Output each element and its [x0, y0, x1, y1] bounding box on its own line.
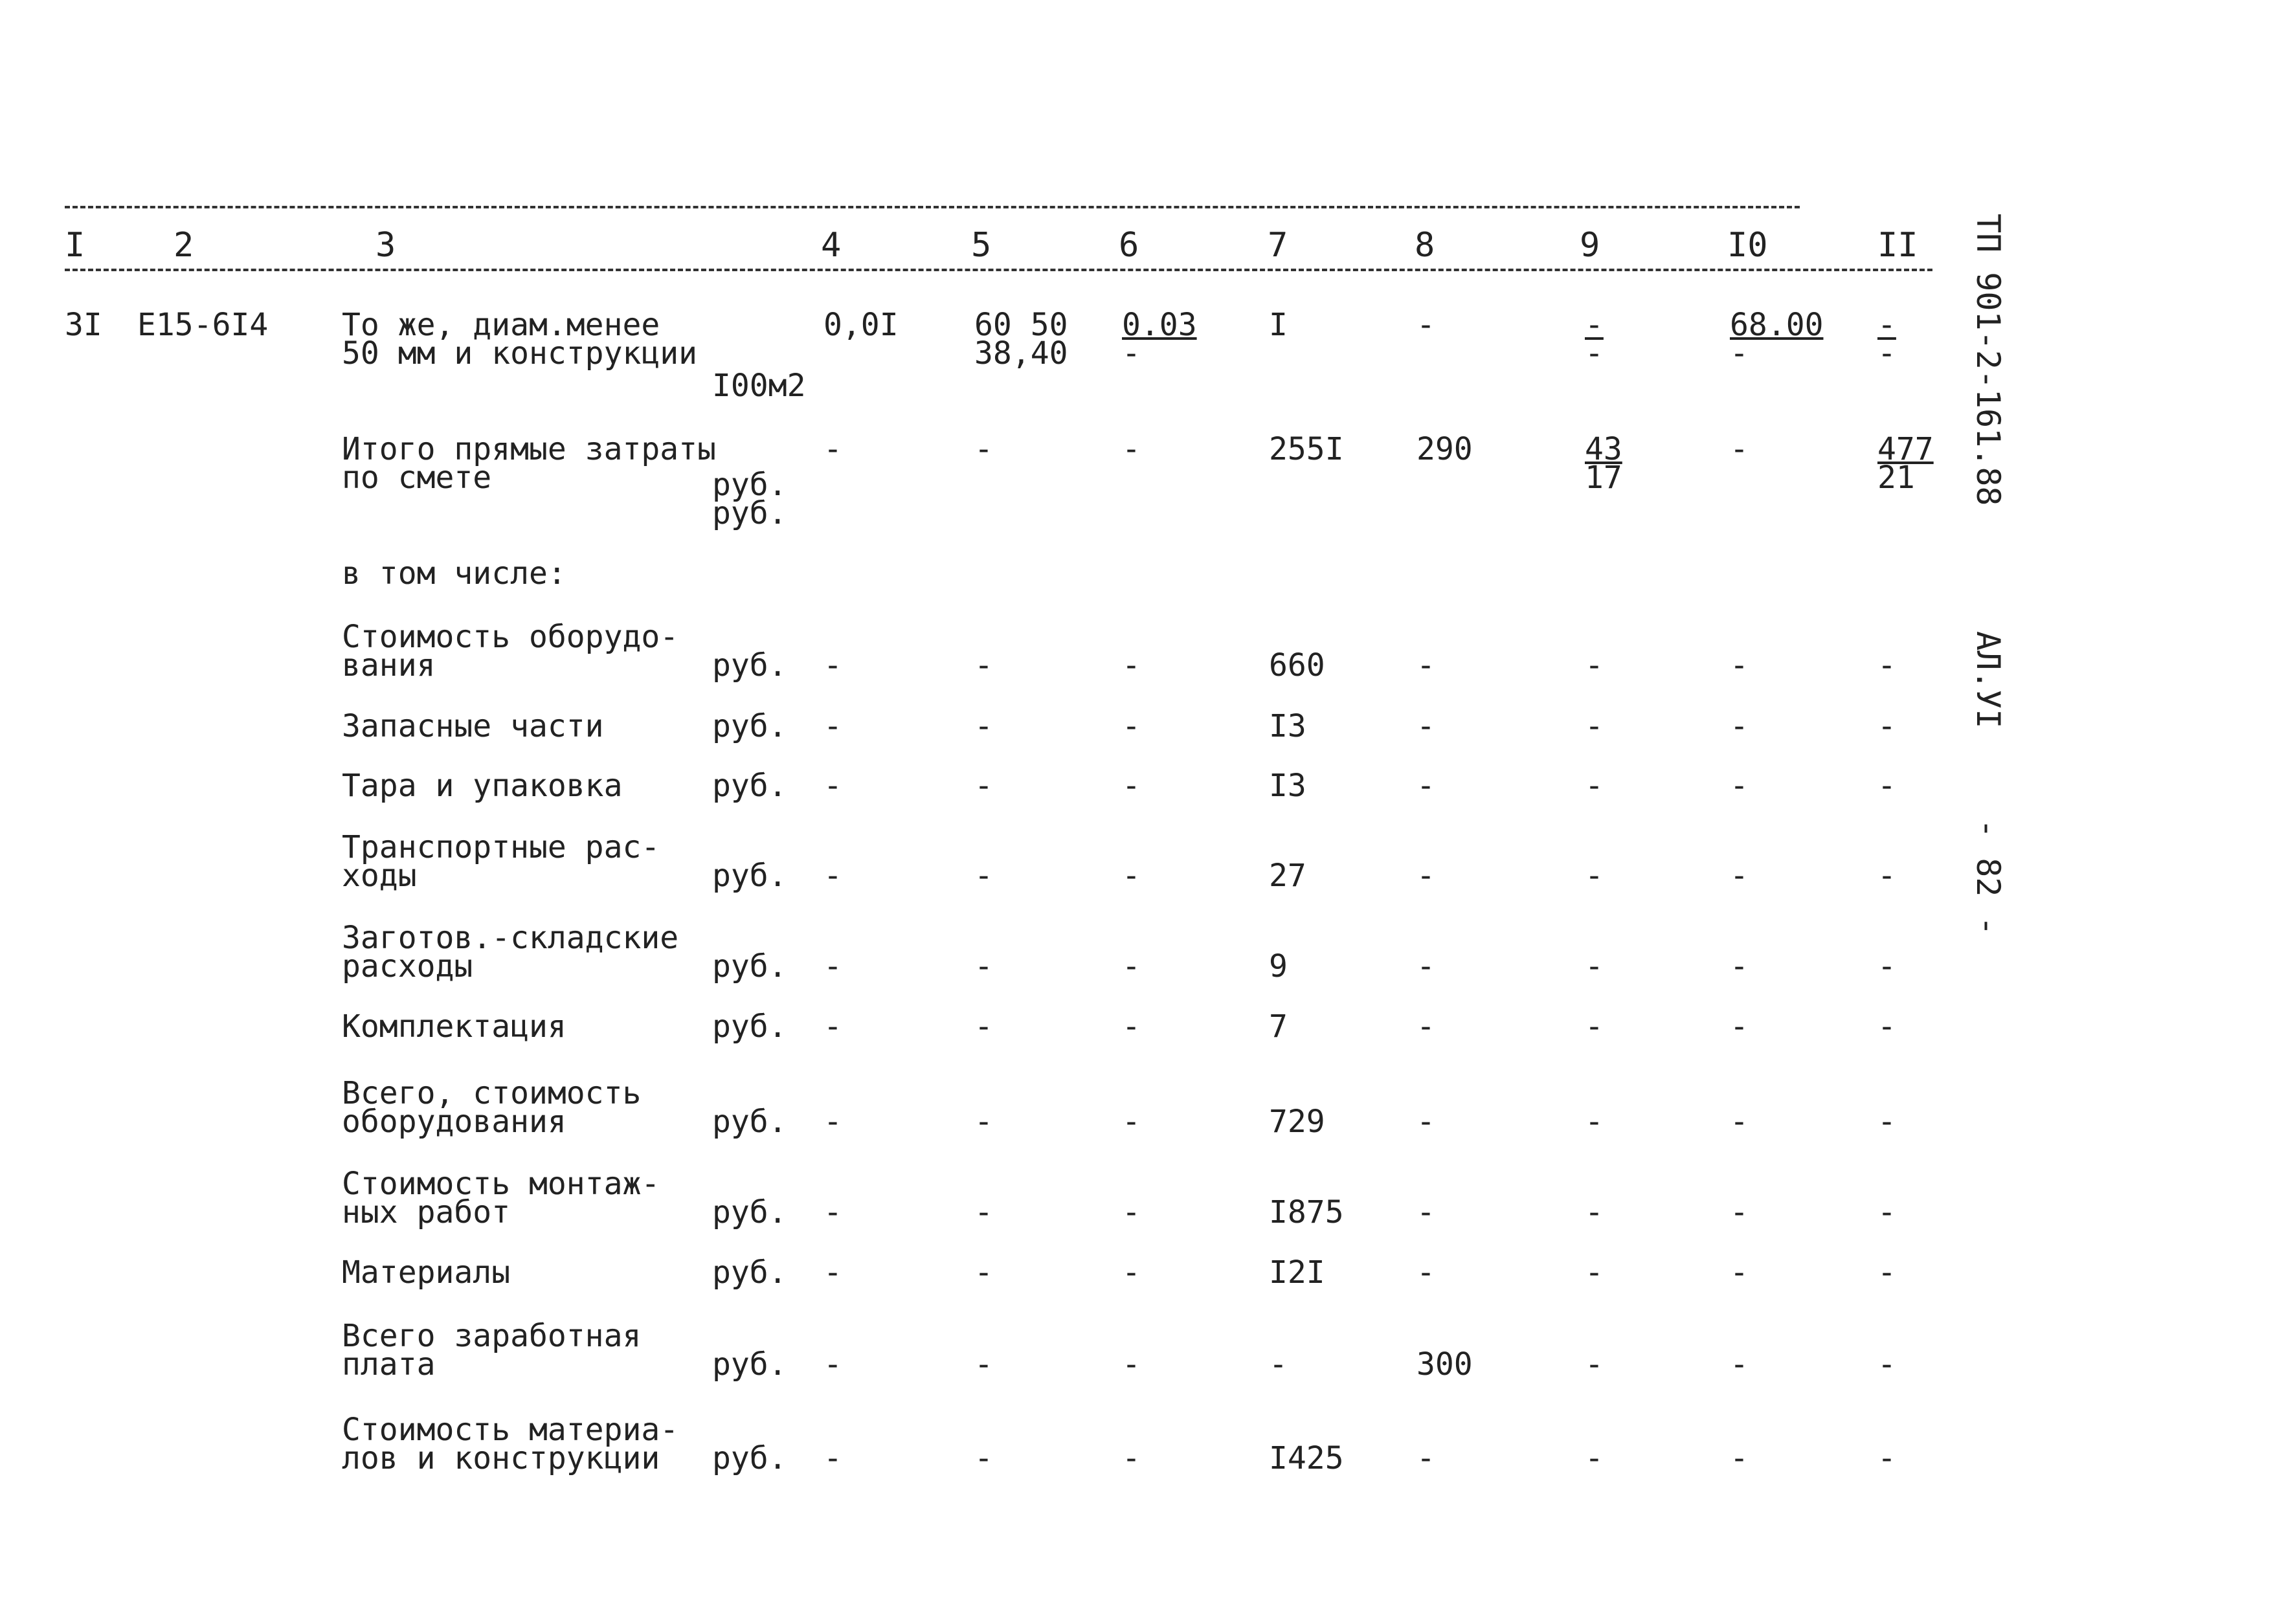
row-c8: -	[1416, 1008, 1435, 1045]
row-c9: -	[1585, 1254, 1604, 1291]
row-c4: -	[823, 768, 842, 804]
row-c6: -	[1122, 647, 1141, 684]
row-c10: -	[1730, 858, 1749, 894]
col-header-8: 8	[1415, 226, 1435, 265]
col-header-7: 7	[1268, 226, 1288, 265]
item-31-col5-a: 60 50	[974, 307, 1068, 343]
row-c7: 27	[1269, 858, 1306, 894]
row-c5: -	[974, 1254, 993, 1291]
row-desc-line1: Всего, стоимость	[342, 1075, 642, 1111]
header-rule	[65, 269, 1932, 271]
item-31-col9-b: -	[1585, 335, 1604, 372]
row-c11: -	[1877, 858, 1896, 894]
row-c5: -	[974, 768, 993, 804]
item-31-col5-b: 38,40	[974, 335, 1068, 372]
row-c11: -	[1877, 1346, 1896, 1383]
row-c8: -	[1416, 1194, 1435, 1230]
row-c9: -	[1585, 1346, 1604, 1383]
item-31-col10-b: -	[1730, 335, 1749, 372]
row-c9: -	[1585, 708, 1604, 744]
row-c9: -	[1585, 768, 1604, 804]
item-31-col11-b: -	[1877, 335, 1896, 372]
row-c6: -	[1122, 1440, 1141, 1476]
row-desc-line1: Стоимость оборудо-	[342, 619, 679, 655]
col-header-11: II	[1877, 226, 1918, 265]
row-c5: -	[974, 1440, 993, 1476]
row-c10: -	[1730, 1194, 1749, 1230]
row-c9: -	[1585, 948, 1604, 984]
row-c5: -	[974, 1194, 993, 1230]
row-c10: -	[1730, 1254, 1749, 1291]
row-c7: I425	[1269, 1440, 1344, 1476]
row-c9: -	[1585, 1104, 1604, 1140]
row-c4: -	[823, 1104, 842, 1140]
row-c6: -	[1122, 1346, 1141, 1383]
row-c11: -	[1877, 1254, 1896, 1291]
item-31-col7: I	[1269, 307, 1288, 343]
row-c11: -	[1877, 647, 1896, 684]
row-c7: I875	[1269, 1194, 1344, 1230]
item-31-col6-a: 0.03	[1122, 307, 1197, 343]
row-c6: -	[1122, 768, 1141, 804]
total-col6: -	[1122, 431, 1141, 467]
item-31-code: Е15-6I4	[137, 307, 269, 343]
row-c5: -	[974, 1346, 993, 1383]
row-unit: руб.	[712, 1440, 787, 1476]
row-c8: -	[1416, 1440, 1435, 1476]
row-desc-line1: Заготов.-складские	[342, 920, 679, 956]
row-c9: -	[1585, 1194, 1604, 1230]
row-unit: руб.	[712, 708, 787, 744]
total-col9-b: 17	[1585, 460, 1622, 496]
row-c11: -	[1877, 948, 1896, 984]
row-c5: -	[974, 948, 993, 984]
col-header-3: 3	[375, 226, 396, 265]
total-col10: -	[1730, 431, 1749, 467]
row-c9: -	[1585, 858, 1604, 894]
item-31-col11-a: -	[1877, 307, 1896, 343]
row-c5: -	[974, 708, 993, 744]
including-label: в том числе:	[342, 555, 566, 592]
row-c4: -	[823, 1254, 842, 1291]
row-c10: -	[1730, 1008, 1749, 1045]
col-header-6: 6	[1119, 226, 1139, 265]
row-c7: -	[1269, 1346, 1288, 1383]
row-c5: -	[974, 858, 993, 894]
row-desc-line2: ных работ	[342, 1194, 511, 1230]
row-unit: руб.	[712, 948, 787, 984]
row-c6: -	[1122, 1008, 1141, 1045]
row-desc-line1: Комплектация	[342, 1008, 566, 1045]
col-header-10: I0	[1727, 226, 1768, 265]
item-31-col8: -	[1416, 307, 1435, 343]
row-desc-line1: Материалы	[342, 1254, 511, 1291]
row-c8: -	[1416, 948, 1435, 984]
item-31-col10-a: 68.00	[1730, 307, 1824, 343]
row-c5: -	[974, 1008, 993, 1045]
row-c4: -	[823, 708, 842, 744]
row-c7: I3	[1269, 708, 1306, 744]
total-col9-a: 43	[1585, 431, 1622, 467]
row-c7: I2I	[1269, 1254, 1325, 1291]
row-c8: -	[1416, 768, 1435, 804]
row-c11: -	[1877, 1008, 1896, 1045]
row-desc-line1: Стоимость монтаж-	[342, 1166, 660, 1202]
total-col11-a: 477	[1877, 431, 1934, 467]
row-c8: 300	[1416, 1346, 1473, 1383]
row-c11: -	[1877, 1194, 1896, 1230]
side-page-number: - 82 -	[1969, 819, 2007, 936]
row-c7: 9	[1269, 948, 1288, 984]
row-c4: -	[823, 1440, 842, 1476]
row-unit: руб.	[712, 1194, 787, 1230]
row-desc-line1: Тара и упаковка	[342, 768, 623, 804]
total-unit-1: руб.	[712, 467, 787, 503]
item-31-desc-line1: То же, диам.менее	[342, 307, 660, 343]
total-col8: 290	[1416, 431, 1473, 467]
row-unit: руб.	[712, 1254, 787, 1291]
row-c6: -	[1122, 708, 1141, 744]
total-desc-line2: по смете	[342, 460, 492, 496]
row-desc-line2: оборудования	[342, 1104, 566, 1140]
row-c5: -	[974, 647, 993, 684]
row-desc-line2: расходы	[342, 948, 473, 984]
row-c5: -	[974, 1104, 993, 1140]
row-c7: 7	[1269, 1008, 1288, 1045]
row-c7: I3	[1269, 768, 1306, 804]
row-c10: -	[1730, 1440, 1749, 1476]
row-c10: -	[1730, 708, 1749, 744]
row-unit: руб.	[712, 768, 787, 804]
row-desc-line2: ходы	[342, 858, 417, 894]
row-c9: -	[1585, 647, 1604, 684]
row-unit: руб.	[712, 1008, 787, 1045]
row-c4: -	[823, 647, 842, 684]
row-c4: -	[823, 1346, 842, 1383]
item-31-col6-b: -	[1122, 335, 1141, 372]
total-col11-b: 21	[1877, 460, 1915, 496]
row-c11: -	[1877, 708, 1896, 744]
row-c10: -	[1730, 948, 1749, 984]
row-c10: -	[1730, 768, 1749, 804]
col-header-1: I	[65, 226, 85, 265]
row-c8: -	[1416, 1104, 1435, 1140]
total-col4: -	[823, 431, 842, 467]
item-31-number: 3I	[65, 307, 102, 343]
col-header-5: 5	[971, 226, 992, 265]
row-c7: 729	[1269, 1104, 1325, 1140]
row-c4: -	[823, 858, 842, 894]
row-c6: -	[1122, 948, 1141, 984]
row-unit: руб.	[712, 647, 787, 684]
row-c4: -	[823, 1008, 842, 1045]
row-c6: -	[1122, 1194, 1141, 1230]
row-c7: 660	[1269, 647, 1325, 684]
row-c6: -	[1122, 858, 1141, 894]
row-c9: -	[1585, 1008, 1604, 1045]
row-unit: руб.	[712, 858, 787, 894]
row-c6: -	[1122, 1254, 1141, 1291]
row-c11: -	[1877, 1440, 1896, 1476]
top-rule	[65, 206, 1800, 208]
row-desc-line1: Стоимость материа-	[342, 1412, 679, 1448]
total-desc-line1: Итого прямые затраты	[342, 431, 716, 467]
row-c8: -	[1416, 647, 1435, 684]
total-unit-2: руб.	[712, 495, 787, 531]
row-desc-line2: лов и конструкции	[342, 1440, 660, 1476]
total-col7: 255I	[1269, 431, 1344, 467]
col-header-2: 2	[174, 226, 194, 265]
row-desc-line1: Транспортные рас-	[342, 829, 660, 865]
row-desc-line1: Запасные части	[342, 708, 604, 744]
row-c10: -	[1730, 1346, 1749, 1383]
total-col5: -	[974, 431, 993, 467]
row-c8: -	[1416, 708, 1435, 744]
row-c4: -	[823, 948, 842, 984]
row-desc-line1: Всего заработная	[342, 1318, 642, 1354]
row-c10: -	[1730, 1104, 1749, 1140]
row-c6: -	[1122, 1104, 1141, 1140]
col-header-4: 4	[821, 226, 842, 265]
col-header-9: 9	[1580, 226, 1600, 265]
side-doc-label: ТП 901-2-161.88	[1969, 214, 2007, 506]
side-album-label: АЛ.УI	[1969, 631, 2007, 729]
row-desc-line2: вания	[342, 647, 436, 684]
row-c10: -	[1730, 647, 1749, 684]
row-c11: -	[1877, 1104, 1896, 1140]
row-c8: -	[1416, 1254, 1435, 1291]
row-c11: -	[1877, 768, 1896, 804]
row-c8: -	[1416, 858, 1435, 894]
item-31-col4: 0,0I	[823, 307, 899, 343]
row-unit: руб.	[712, 1346, 787, 1383]
item-31-desc-line2: 50 мм и конструкции	[342, 335, 698, 372]
row-c4: -	[823, 1194, 842, 1230]
row-unit: руб.	[712, 1104, 787, 1140]
row-desc-line2: плата	[342, 1346, 436, 1383]
row-c9: -	[1585, 1440, 1604, 1476]
item-31-col9-a: -	[1585, 307, 1604, 343]
item-31-unit: I00м2	[712, 368, 806, 404]
